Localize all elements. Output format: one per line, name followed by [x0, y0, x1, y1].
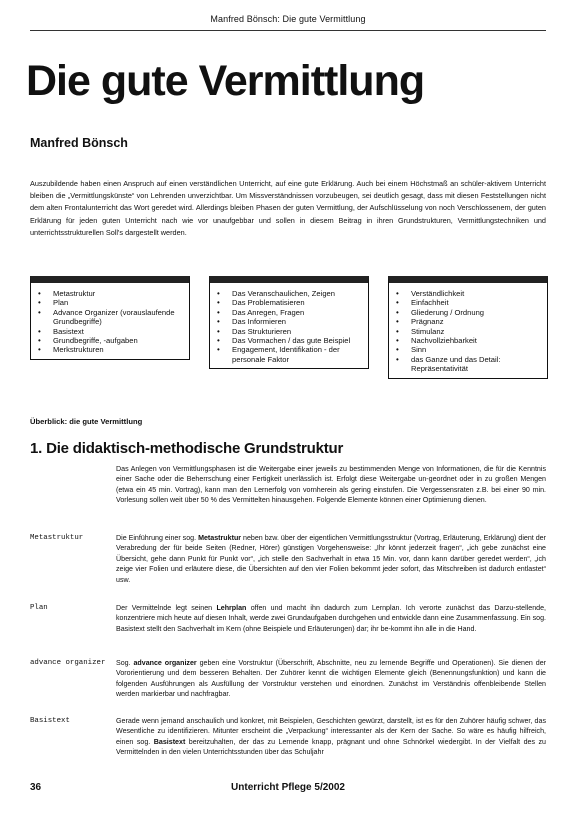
- overview-list-item: • Gliederung / Ordnung: [395, 308, 543, 317]
- margin-label-metastruktur: Metastruktur: [30, 534, 84, 542]
- overview-list-item: • Prägnanz: [395, 317, 543, 326]
- term-text: bereitzuhalten, der das zu Lernende knapp, prägnant und ohne Schnörkel wiedergibt. In der Vielfalt des zu Vermittelnden in den vielen Unterrichtsstunden über das Schuljahr: [116, 737, 546, 757]
- overview-list-item: • Engagement, Identifikation - der personale Faktor: [216, 345, 364, 364]
- term-paragraph-plan: [116, 603, 546, 634]
- overview-list: [31, 283, 189, 359]
- overview-list-item: • Das Veranschaulichen, Zeigen: [216, 289, 364, 298]
- term-text: geben eine Vorstruktur (Überschrift, Abschnitte, neu zu lernende Begriffe und Operationen). Sie dienen der Vororientierung und dem besseren Behalten. Der Zuhörer kennt die wichtigen Elemente gleich (Benennungsfunktion) und kann die folgenden Ausführungen als Ausfüllung der Vorstruktur verstehen und einordnen. Zunächst im Verständnis offenbleibende Stellen werden markierbar und nachfragbar.: [116, 659, 546, 699]
- overview-list-item: • Sinn: [395, 345, 543, 354]
- overview-list: [389, 283, 547, 378]
- overview-list-item: • Nachvollziehbarkeit: [395, 336, 543, 345]
- overview-list-item: • Basistext: [37, 327, 185, 336]
- overview-list-item: • Einfachheit: [395, 298, 543, 307]
- running-header: Manfred Bönsch: Die gute Vermittlung: [210, 14, 366, 24]
- overview-list-item: • Das Informieren: [216, 317, 364, 326]
- term-text: Gerade wenn jemand anschaulich und konkret, mit Beispielen, Geschichten gewürzt, darstellt, ist es für den Zuhörer häufig schwer, das Wesentliche zu identifizieren. Mitunter erscheint die „Verpackung“ interessanter als der Kern der Sache. So wäre es häufig hilfreich, einen sog.: [116, 717, 546, 746]
- overview-list-item: • das Ganze und das Detail: Repräsentativität: [395, 355, 543, 374]
- term-text: Sog.: [116, 659, 134, 667]
- term-text: neben bzw. über der eigentlichen Vermittlungsstruktur (Vortrag, Erläuterung, Erklärung) dient der Verabredung der für beide Seiten (Redner, Hörer) günstigen Vorgehensweise: „Ihr könnt jederzeit fragen“, „ich gebe zunächst eine Übersicht, gehe dann Punkt für Punkt vor“, „ich stelle den Sachverhalt in etwa 15 Min. vor, dann kann darüber geredet werden“, „ich zeige vier Folien und erläutere diese, die Übersichten auf den vier Folien bekommt jeder sofort, das Mitschreiben ist dadurch entlastet“ usw.: [116, 534, 546, 584]
- overview-list-item: • Stimulanz: [395, 327, 543, 336]
- overview-list-item: • Grundbegriffe, -aufgaben: [37, 336, 185, 345]
- overview-list-item: • Das Anregen, Fragen: [216, 308, 364, 317]
- term-highlight: advance organizer: [133, 659, 197, 667]
- section-intro-paragraph: Das Anlegen von Vermittlungsphasen ist die Weitergabe einer jeweils zu bestimmenden Menge von Informationen, die für die Kenntnis einer Sache oder die Beherrschung einer Fertigkeit unerlässlich ist. Erfolgt diese Weitergabe un-geordnet oder in zu großen Mengen (etwa ein 45 min. Vortrag), kann man den Lernerfolg von vornherein als gering einstufen. Die Vergessensraten z.B. bei einer 90 min. Vorlesung sollen weit über 50 % des Vermittelten hinausgehen. Folgende Elemente können einer Optimierung dienen.: [116, 465, 546, 505]
- overview-list-item: • Merkstrukturen: [37, 345, 185, 354]
- term-highlight: Metastruktur: [198, 534, 242, 542]
- overview-list-item: • Metastruktur: [37, 289, 185, 298]
- overview-box-structure: [30, 276, 190, 360]
- overview-box-techniques: [209, 276, 369, 369]
- page-number: 36: [30, 782, 42, 793]
- term-text: Die Einführung einer sog.: [116, 534, 199, 542]
- term-text: offen und macht ihn dadurch zum Lernplan. Ich verorte zunächst das Darzu-stellende, konzentriere mich heute auf diesen Inhalt, werde zwei Grundaufgaben durchgehen und entwickle dann eine Zusammenfassung. Ein sog. Basistext stellt den Sachverhalt im Kern (ohne Beispiele und Erläuterungen) dar; ihr be-kommt ihn alle in die Hand.: [116, 604, 546, 633]
- overview-list-item: • Das Problematisieren: [216, 298, 364, 307]
- overview-box-criteria: [388, 276, 548, 379]
- overview-list-item: • Verständlichkeit: [395, 289, 543, 298]
- term-highlight: Basistext: [153, 737, 186, 746]
- term-paragraph-metastruktur: [116, 533, 546, 585]
- journal-issue: Unterricht Pflege 5/2002: [231, 782, 345, 793]
- author-name: Manfred Bönsch: [30, 136, 128, 150]
- overview-list-item: • Das Strukturieren: [216, 327, 364, 336]
- margin-label-advance-organizer: advance organizer: [30, 659, 106, 667]
- margin-label-plan: Plan: [30, 604, 48, 612]
- overview-list: [210, 283, 368, 368]
- term-paragraph-basistext: [116, 716, 546, 758]
- overview-list-item: • Plan: [37, 298, 185, 307]
- term-text: Der Vermittelnde legt seinen: [116, 604, 217, 612]
- intro-paragraph: Auszubildende haben einen Anspruch auf einen verständlichen Unterricht, auf eine gute Erklärung. Auch bei einem Höchstmaß an schüler-aktivem Unterricht bleiben die „Vermittlungskünste“ von Lehrenden unverzichtbar. Um Missverständnissen vorzubeugen, sei deutlich gesagt, dass mit diesen Feststellungen nicht dem alten Frontalunterricht das Wort geredet wird. Allerdings bleiben Phasen der guten Vermittlung, der Aufschlüsselung von noch Verschlossenem, der guten Erklärung für jeden guten Unterricht nach wie vor unaufgebbar und sollen in diesem Beitrag in ihren Grundstrukturen, Vermittlungstechniken und unterrichtsstrukturellen Soll's dargestellt werden.: [30, 179, 546, 237]
- header-rule: [30, 30, 546, 31]
- term-paragraph-advance-organizer: [116, 658, 546, 700]
- margin-label-basistext: Basistext: [30, 717, 70, 725]
- overview-list-item: • Das Vormachen / das gute Beispiel: [216, 336, 364, 345]
- section-heading: 1. Die didaktisch-methodische Grundstruktur: [30, 440, 344, 457]
- term-highlight: Lehrplan: [216, 604, 247, 612]
- article-title: Die gute Vermittlung: [26, 57, 425, 105]
- overview-caption: Überblick: die gute Vermittlung: [30, 417, 143, 426]
- overview-list-item: • Advance Organizer (vorauslaufende Grundbegriffe): [37, 308, 185, 327]
